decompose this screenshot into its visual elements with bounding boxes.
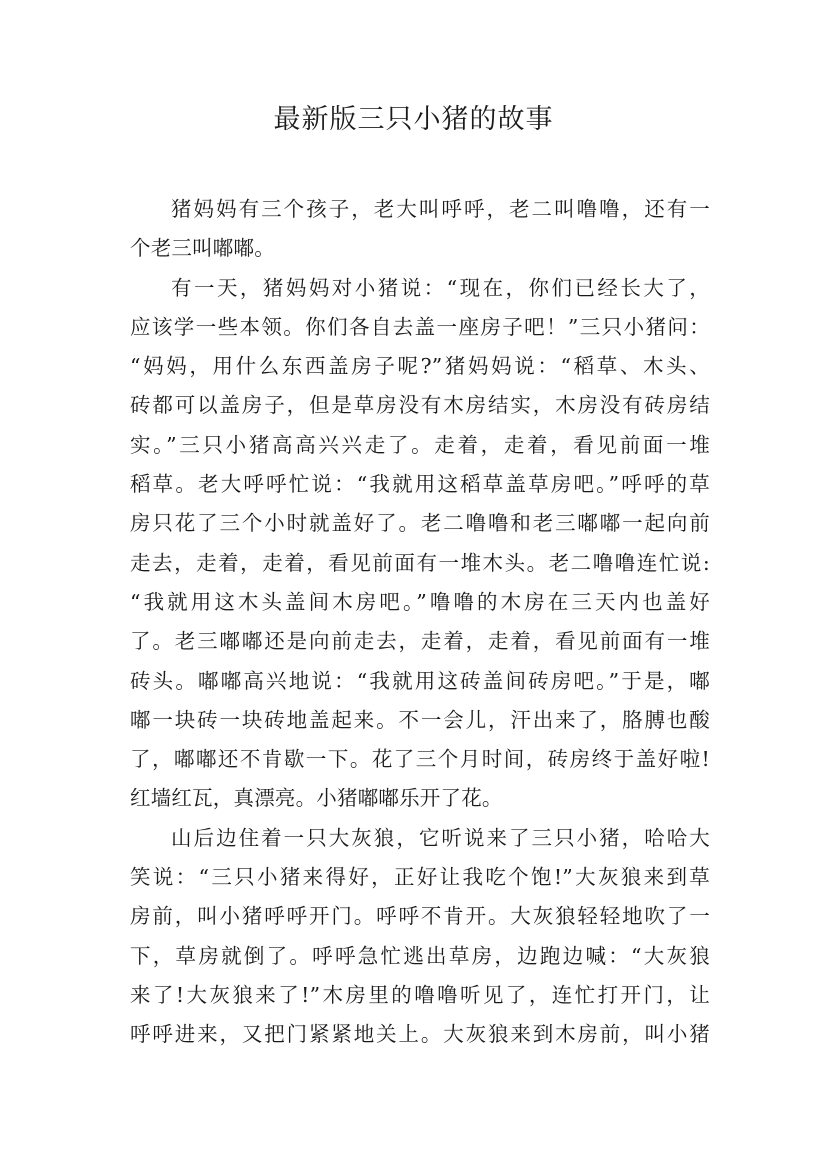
text-line: 有一天，猪妈妈对小猪说：“现在，你们已经长大了， bbox=[171, 275, 710, 300]
text-line: 房只花了三个小时就盖好了。老二噜噜和老三嘟嘟一起向前 bbox=[130, 511, 710, 536]
text-line: 实。”三只小猪高高兴兴走了。走着，走着，看见前面一堆 bbox=[130, 432, 710, 457]
text-line: 红墙红瓦，真漂亮。小猪嘟嘟乐开了花。 bbox=[130, 786, 503, 811]
text-line: 嘟一块砖一块砖地盖起来。不一会儿，汗出来了，胳膊也酸 bbox=[130, 707, 710, 732]
text-line: 来了!大灰狼来了!”木房里的噜噜听见了，连忙打开门，让 bbox=[130, 982, 710, 1007]
text-line: “妈妈，用什么东西盖房子呢?”猪妈妈说：“稻草、木头、 bbox=[130, 354, 710, 379]
text-line: “我就用这木头盖间木房吧。”噜噜的木房在三天内也盖好 bbox=[130, 589, 710, 614]
document-title: 最新版三只小猪的故事 bbox=[273, 104, 554, 135]
text-line: 呼呼进来，又把门紧紧地关上。大灰狼来到木房前，叫小猪 bbox=[130, 1022, 710, 1047]
text-line: 砖都可以盖房子，但是草房没有木房结实，木房没有砖房结 bbox=[130, 393, 710, 418]
text-line: 猪妈妈有三个孩子，老大叫呼呼，老二叫噜噜，还有一 bbox=[171, 197, 710, 221]
text-line: 山后边住着一只大灰狼，它听说来了三只小猪，哈哈大 bbox=[171, 825, 710, 850]
text-line: 稻草。老大呼呼忙说：“我就用这稻草盖草房吧。”呼呼的草 bbox=[130, 472, 710, 497]
text-line: 个老三叫嘟嘟。 bbox=[130, 236, 275, 261]
document-body bbox=[130, 190, 710, 1055]
text-line: 了。老三嘟嘟还是向前走去，走着，走着，看见前面有一堆 bbox=[130, 629, 710, 654]
text-line: 走去，走着，走着，看见前面有一堆木头。老二噜噜连忙说: bbox=[130, 550, 710, 575]
text-line: 房前，叫小猪呼呼开门。呼呼不肯开。大灰狼轻轻地吹了一 bbox=[130, 904, 710, 929]
text-line: 笑说：“三只小猪来得好，正好让我吃个饱!”大灰狼来到草 bbox=[130, 865, 710, 890]
text-line: 应该学一些本领。你们各自去盖一座房子吧！”三只小猪问： bbox=[130, 314, 710, 339]
text-line: 了，嘟嘟还不肯歇一下。花了三个月时间，砖房终于盖好啦! bbox=[130, 747, 710, 772]
text-line: 下，草房就倒了。呼呼急忙逃出草房，边跑边喊：“大灰狼 bbox=[130, 943, 710, 968]
text-line: 砖头。嘟嘟高兴地说：“我就用这砖盖间砖房吧。”于是，嘟 bbox=[130, 668, 710, 693]
